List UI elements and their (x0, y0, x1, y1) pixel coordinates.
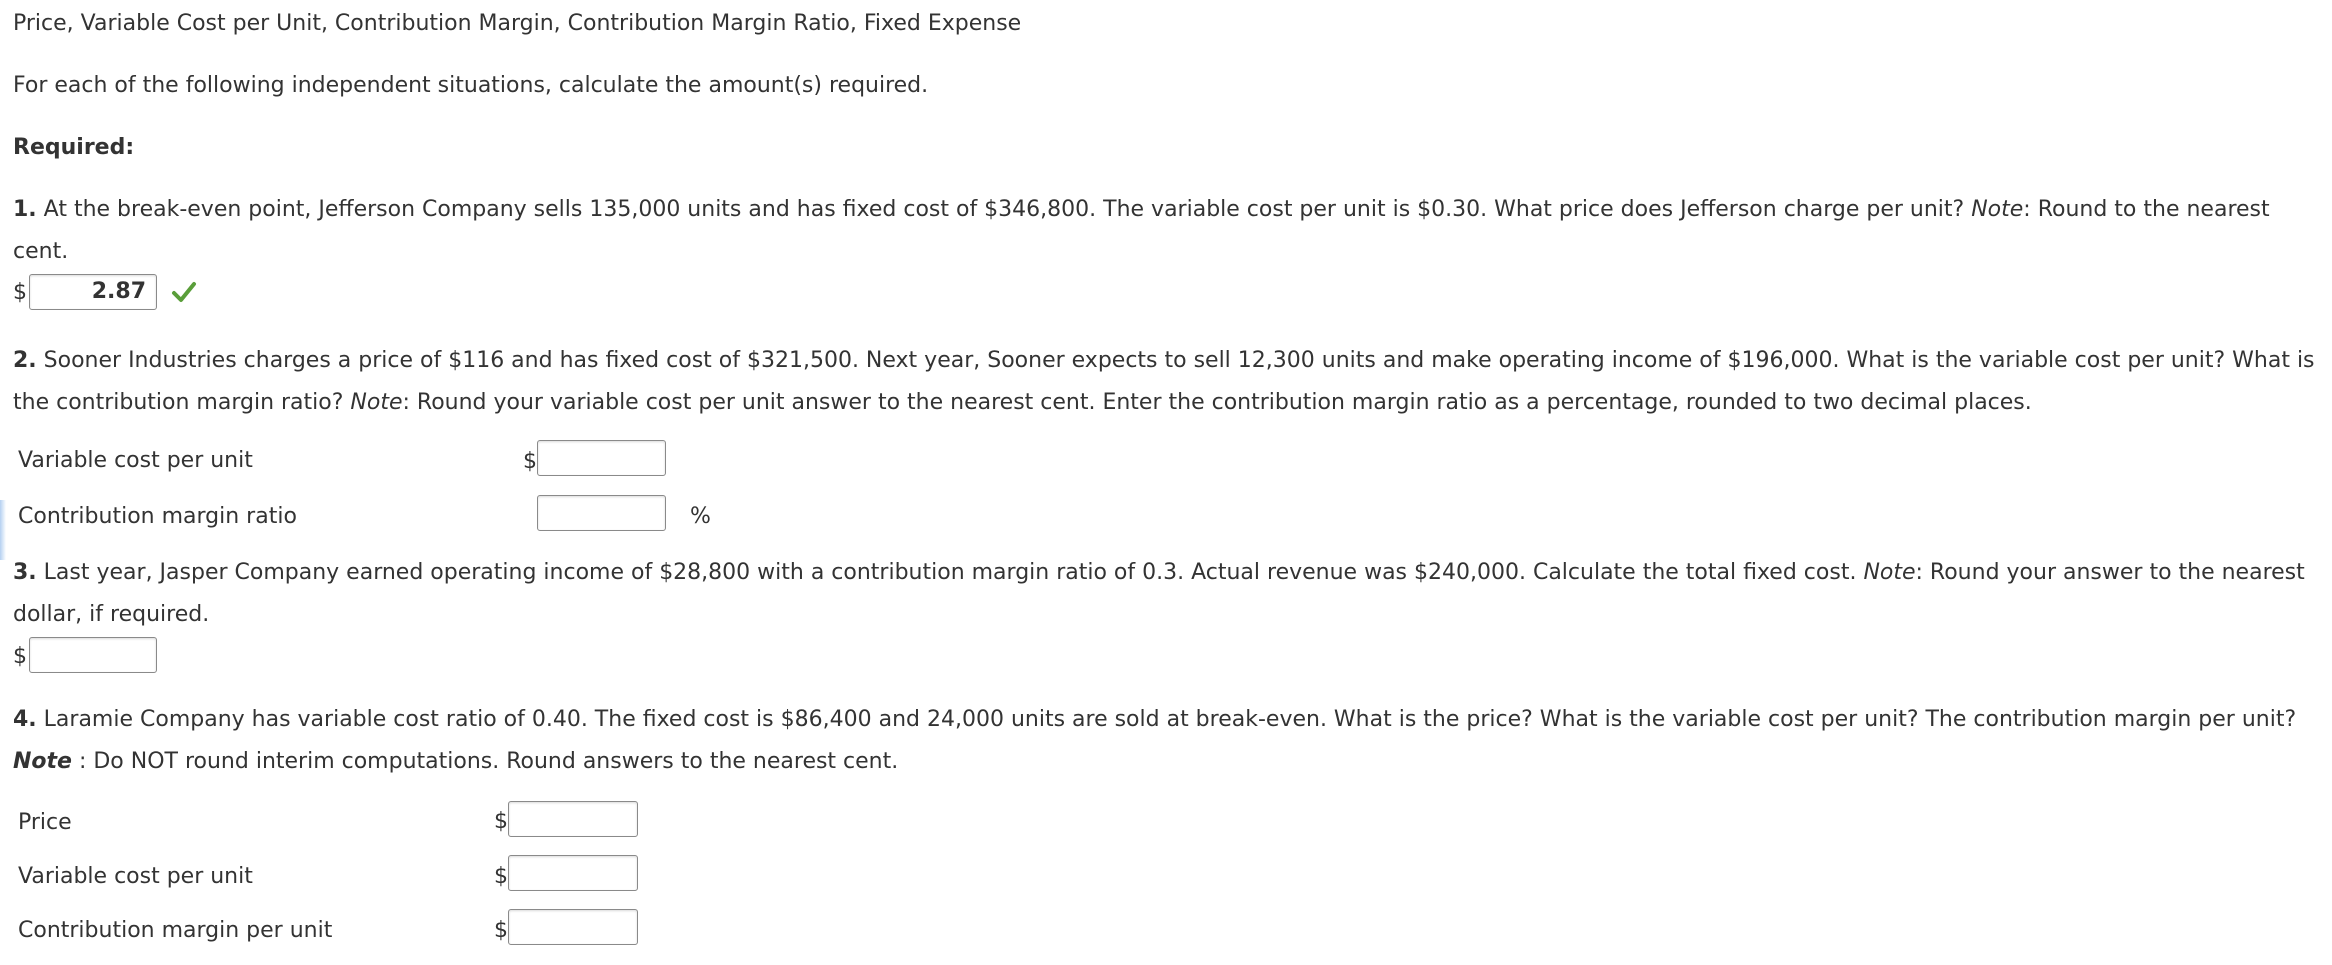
question-2-text (13, 340, 2318, 424)
page-title: Price, Variable Cost per Unit, Contribution Margin, Contribution Margin Ratio, Fixed Expense (13, 11, 1022, 36)
question-4-note-label: Note (13, 749, 72, 774)
question-2-body: Sooner Industries charges a price of $116 and has fixed cost of $321,500. Next year, Sooner expects to sell 12,300 units and make operating income of $196,000. What is the variable cost per unit? What is the contribution margin ratio? (13, 348, 2315, 415)
question-4-row-currency: $ (494, 864, 508, 889)
question-4-body: Laramie Company has variable cost ratio of 0.40. The fixed cost is $86,400 and 24,000 units are sold at break-even. What is the price? What is the variable cost per unit? The contribution margin per unit? (43, 707, 2297, 732)
question-3-text (13, 552, 2318, 636)
variable-cost-per-unit-q4-input[interactable] (508, 855, 638, 891)
focus-accent (0, 500, 6, 560)
question-2-note-label: Note (350, 390, 403, 415)
instructions: For each of the following independent situations, calculate the amount(s) required. (13, 73, 929, 98)
question-3-note-label: Note (1863, 560, 1916, 585)
question-1-answer-input[interactable]: 2.87 (29, 274, 157, 310)
question-4-row-label: Contribution margin per unit (18, 918, 333, 943)
question-1-note-label: Note (1971, 197, 2024, 222)
question-3-currency: $ (13, 644, 27, 669)
question-1-number: 1. (13, 197, 37, 222)
question-2-row-currency: $ (523, 449, 537, 474)
question-4-row-label: Variable cost per unit (18, 864, 253, 889)
question-4-number: 4. (13, 707, 37, 732)
question-4-note-text: : Do NOT round interim computations. Round answers to the nearest cent. (71, 749, 899, 774)
variable-cost-per-unit-input[interactable] (537, 440, 666, 476)
price-input[interactable] (508, 801, 638, 837)
question-4-row-currency: $ (494, 809, 508, 834)
checkmark-icon (170, 278, 198, 306)
question-2-number: 2. (13, 348, 37, 373)
contribution-margin-per-unit-input[interactable] (508, 909, 638, 945)
question-2-note-text: : Round your variable cost per unit answer to the nearest cent. Enter the contribution margin ratio as a percentage, rounded to two decimal places. (402, 390, 2032, 415)
question-3-note-text: : Round your answer to the nearest dollar, if required. (13, 560, 2305, 627)
required-label: Required: (13, 135, 135, 160)
question-3-body: Last year, Jasper Company earned operating income of $28,800 with a contribution margin ratio of 0.3. Actual revenue was $240,000. Calculate the total fixed cost. (43, 560, 1857, 585)
question-1-body: At the break-even point, Jefferson Company sells 135,000 units and has fixed cost of $346,800. The variable cost per unit is $0.30. What price does Jefferson charge per unit? (43, 197, 1965, 222)
question-4-row-currency: $ (494, 918, 508, 943)
question-3-number: 3. (13, 560, 37, 585)
contribution-margin-ratio-input[interactable] (537, 495, 666, 531)
question-4-text (13, 699, 2318, 783)
question-2-row-label: Variable cost per unit (18, 448, 253, 473)
question-4-row-label: Price (18, 810, 72, 835)
question-1-currency: $ (13, 280, 27, 305)
question-1-note-text: : Round to the nearest cent. (13, 197, 2270, 264)
question-1-text (13, 189, 2318, 273)
question-2-row-label: Contribution margin ratio (18, 504, 297, 529)
question-3-answer-input[interactable] (29, 637, 157, 673)
percent-suffix: % (690, 504, 711, 529)
